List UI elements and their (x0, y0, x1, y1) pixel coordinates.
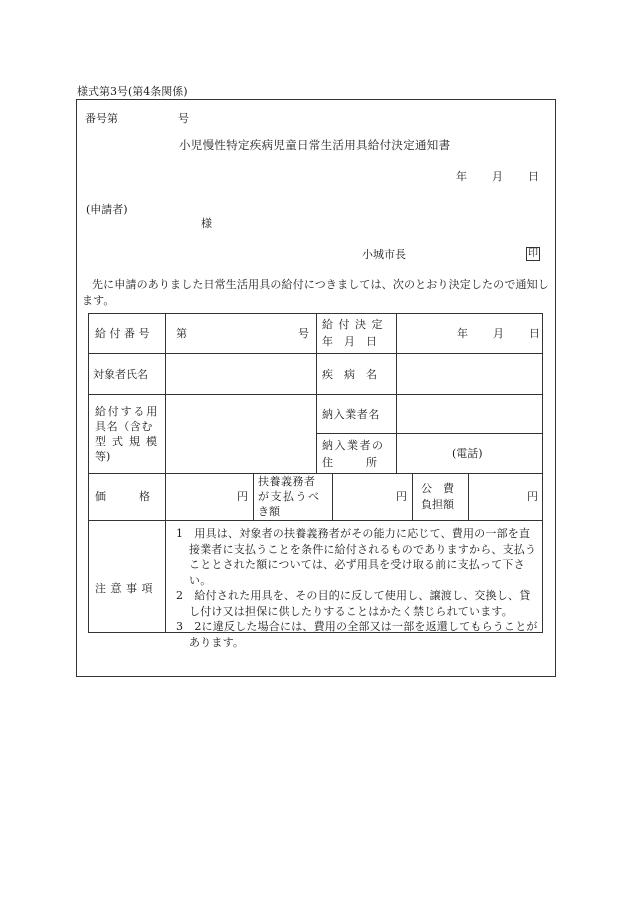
date-month: 月 (492, 170, 503, 183)
date-day: 日 (528, 170, 539, 183)
payment-number-prefix: 第 (176, 327, 187, 340)
issuer-name: 小城市長 (362, 248, 406, 261)
disease-name-label: 疾 病 名 (322, 368, 377, 381)
notes-list (176, 526, 541, 650)
guardian-amount-label-line: が支払うべ (258, 490, 321, 503)
guardian-amount-label-line: 扶養義務者 (258, 475, 316, 488)
vendor-address-label: 納入業者の (322, 439, 385, 452)
item-name-label-line: 給付する用 (95, 405, 159, 418)
public-expense-label-line: 公 費 (421, 482, 454, 495)
doc-number-prefix: 番号第 (85, 112, 118, 125)
vendor-name-label: 納入業者名 (322, 408, 380, 421)
note-item: 1 用具は、対象者の扶養義務者がその能力に応じて、費用の一部を直接業者に支払うことを条件に給付されるものでありますから、支払うこととされた額については、必ず用具を受け取る前に支払って下さい。 (176, 527, 537, 587)
note-item: 2 給付された用具を、その目的に反して使用し、譲渡し、交換し、貸し付け又は担保に供したりすることはかたく禁じられています。 (176, 589, 531, 618)
public-expense-label-line: 負担額 (421, 498, 454, 511)
seal-mark: 印 (528, 248, 538, 259)
date-year: 年 (456, 170, 467, 183)
applicant-label: (申請者) (86, 203, 128, 216)
body-text: 先に申請のありました日常生活用具の給付につきましては、次のとおり決定したので通知します。 (82, 278, 549, 307)
price-label: 価 格 (95, 490, 150, 503)
table-row-divider (88, 520, 543, 521)
document-title: 小児慢性特定疾病児童日常生活用具給付決定通知書 (179, 138, 451, 152)
decision-year: 年 (457, 327, 468, 340)
item-name-label-line: 具名（含む (95, 420, 153, 433)
payment-number-suffix: 号 (298, 327, 309, 340)
table-col-divider (396, 313, 397, 473)
table-row-divider (88, 473, 543, 474)
item-name-label-line: 等) (95, 450, 111, 463)
recipient-name-label: 対象者氏名 (93, 368, 148, 381)
guardian-amount-yen: 円 (396, 490, 407, 503)
doc-number-suffix: 号 (178, 112, 189, 125)
table-col-divider (468, 473, 469, 520)
vendor-address-label-suffix: 住 所 (322, 456, 377, 469)
phone-label: (電話) (452, 447, 483, 460)
decision-date-label-units: 年 月 日 (322, 335, 377, 348)
decision-month: 月 (493, 327, 504, 340)
note-item: 3 2に違反した場合には、費用の全部又は一部を返還してもらうことがあります。 (176, 620, 538, 649)
table-col-divider (332, 473, 333, 520)
payment-number-label: 給 付 番 号 (95, 327, 150, 340)
item-name-label-line: 型式規模 (95, 435, 163, 448)
decision-date-label: 給 付 決 定 (322, 318, 384, 331)
table-col-divider (412, 473, 413, 520)
applicant-honorific: 様 (201, 217, 212, 230)
table-col-divider (165, 313, 166, 633)
decision-day: 日 (529, 327, 540, 340)
price-yen: 円 (237, 490, 248, 503)
table-col-divider (316, 313, 317, 473)
guardian-amount-label-line: き額 (258, 505, 280, 518)
form-number: 様式第3号(第4条関係) (77, 85, 188, 98)
notes-label: 注 意 事 項 (95, 582, 153, 595)
table-col-divider (253, 473, 254, 520)
table-row-divider (316, 433, 543, 434)
public-expense-yen: 円 (527, 490, 538, 503)
